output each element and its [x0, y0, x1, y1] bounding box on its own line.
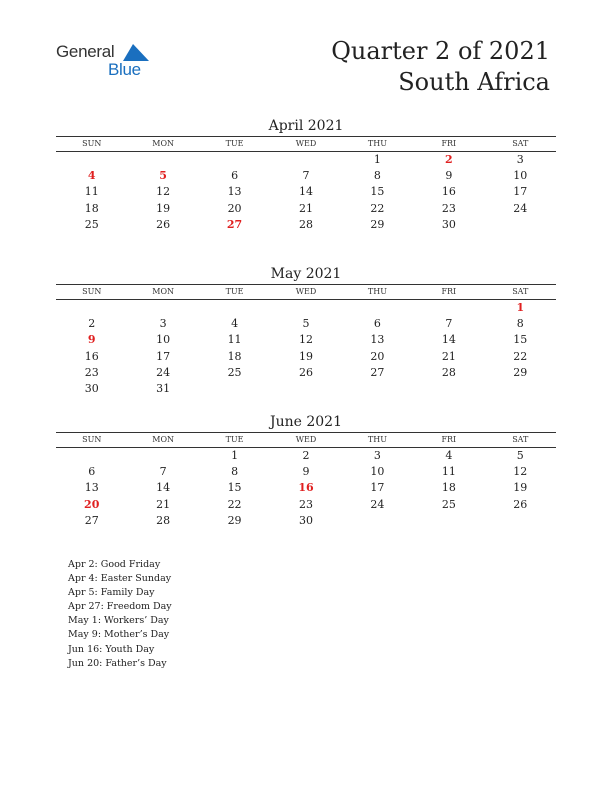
day-cell: 10 — [513, 169, 528, 183]
holiday-entry: Jun 20: Father’s Day — [68, 657, 167, 669]
empty-day-cell — [270, 152, 341, 168]
day-cell: 29 — [227, 513, 242, 527]
day-cell: 23 — [298, 497, 313, 511]
empty-day-cell — [413, 381, 484, 397]
weekday-header — [56, 136, 556, 152]
day-cell: 13 — [370, 333, 385, 347]
empty-day-cell — [342, 513, 413, 529]
day-cell: 15 — [513, 333, 528, 347]
day-cell: 3 — [373, 449, 381, 462]
day-cell: 3 — [159, 317, 167, 331]
day-cell: 10 — [156, 333, 171, 347]
day-grid — [56, 300, 556, 397]
day-cell: 21 — [298, 201, 313, 215]
weekday-label: THU — [367, 287, 387, 296]
holiday-entry: Apr 4: Easter Sunday — [68, 573, 172, 585]
day-cell: 19 — [156, 201, 171, 215]
country-title: South Africa — [398, 68, 550, 96]
holiday-entry: Apr 5: Family Day — [68, 587, 155, 599]
day-cell: 23 — [441, 201, 456, 215]
day-cell: 8 — [373, 169, 381, 183]
month-title: May 2021 — [270, 266, 342, 282]
day-cell: 31 — [156, 381, 171, 395]
weekday-label: TUE — [225, 139, 244, 148]
day-cell: 6 — [231, 169, 239, 183]
weekday-label: MON — [152, 287, 174, 296]
day-cell: 26 — [298, 365, 313, 379]
day-cell: 27 — [84, 513, 99, 527]
holiday-day-cell: 20 — [84, 497, 100, 511]
holiday-day-cell: 2 — [445, 153, 453, 166]
month-title: April 2021 — [268, 118, 344, 134]
holiday-day-cell: 1 — [516, 301, 525, 314]
holiday-entry: May 1: Workers’ Day — [68, 615, 169, 627]
day-cell: 14 — [441, 333, 456, 347]
empty-day-cell — [270, 381, 341, 397]
day-cell: 21 — [156, 497, 171, 511]
holiday-day-cell: 9 — [87, 333, 96, 347]
day-cell: 11 — [227, 333, 242, 347]
empty-day-cell — [270, 300, 341, 316]
weekday-label: WED — [295, 139, 317, 148]
day-cell: 7 — [445, 317, 453, 331]
day-cell: 22 — [370, 201, 385, 215]
weekday-label: SAT — [512, 435, 529, 444]
month-calendar-april — [56, 116, 556, 233]
day-cell: 28 — [156, 513, 171, 527]
day-cell: 12 — [156, 185, 171, 199]
day-grid — [56, 152, 556, 233]
day-cell: 6 — [373, 317, 381, 331]
day-cell: 20 — [370, 349, 385, 363]
weekday-label: FRI — [441, 435, 457, 444]
generalblue-logo — [56, 42, 156, 82]
day-cell: 17 — [156, 349, 171, 363]
empty-day-cell — [413, 513, 484, 529]
empty-day-cell — [199, 152, 270, 168]
day-cell: 12 — [513, 465, 528, 479]
weekday-label: SUN — [82, 435, 102, 444]
weekday-label: THU — [367, 435, 387, 444]
empty-day-cell — [56, 300, 127, 316]
weekday-label: WED — [295, 287, 317, 296]
weekday-header — [56, 432, 556, 448]
holiday-entry: Apr 27: Freedom Day — [68, 601, 172, 613]
month-title: June 2021 — [269, 414, 342, 430]
day-cell: 11 — [84, 185, 99, 199]
empty-day-cell — [342, 300, 413, 316]
day-cell: 4 — [445, 449, 453, 462]
weekday-label: MON — [152, 435, 174, 444]
day-cell: 18 — [84, 201, 99, 215]
day-cell: 13 — [84, 481, 99, 495]
day-cell: 21 — [441, 349, 456, 363]
day-cell: 28 — [298, 217, 313, 231]
holiday-day-cell: 27 — [226, 217, 243, 231]
day-cell: 9 — [302, 465, 310, 479]
weekday-label: FRI — [441, 287, 457, 296]
empty-day-cell — [199, 381, 270, 397]
day-cell: 24 — [513, 201, 528, 215]
day-cell: 7 — [159, 465, 167, 479]
day-cell: 9 — [445, 169, 453, 183]
day-cell: 30 — [84, 381, 99, 395]
day-cell: 14 — [298, 185, 313, 199]
day-cell: 10 — [370, 465, 385, 479]
day-cell: 3 — [516, 153, 524, 166]
day-cell: 19 — [298, 349, 313, 363]
page-title — [331, 36, 550, 98]
day-cell: 17 — [370, 481, 385, 495]
weekday-label: SUN — [82, 139, 102, 148]
day-cell: 4 — [231, 317, 239, 331]
weekday-header — [56, 284, 556, 300]
day-grid — [56, 448, 556, 529]
day-cell: 25 — [227, 365, 242, 379]
logo-word-blue: Blue — [108, 60, 141, 79]
empty-day-cell — [199, 300, 270, 316]
weekday-label: TUE — [225, 287, 244, 296]
day-cell: 22 — [513, 349, 528, 363]
day-cell: 2 — [88, 317, 96, 331]
holiday-day-cell: 4 — [87, 169, 96, 183]
day-cell: 16 — [441, 185, 456, 199]
day-cell: 25 — [441, 497, 456, 511]
day-cell: 5 — [302, 317, 310, 331]
weekday-label: SAT — [512, 287, 529, 296]
weekday-label: MON — [152, 139, 174, 148]
holiday-day-cell: 16 — [298, 481, 314, 495]
day-cell: 1 — [231, 449, 239, 462]
day-cell: 24 — [156, 365, 171, 379]
day-cell: 15 — [370, 185, 385, 199]
day-cell: 11 — [441, 465, 456, 479]
empty-day-cell — [127, 300, 198, 316]
empty-day-cell — [127, 448, 198, 464]
empty-day-cell — [485, 217, 556, 233]
day-cell: 28 — [441, 365, 456, 379]
empty-day-cell — [485, 513, 556, 529]
day-cell: 27 — [370, 365, 385, 379]
day-cell: 19 — [513, 481, 528, 495]
empty-day-cell — [413, 300, 484, 316]
quarter-title: Quarter 2 of 2021 — [331, 37, 550, 65]
day-cell: 8 — [516, 317, 524, 331]
weekday-label: SUN — [82, 287, 102, 296]
weekday-label: TUE — [225, 435, 244, 444]
day-cell: 26 — [513, 497, 528, 511]
day-cell: 29 — [370, 217, 385, 231]
month-calendar-may — [56, 264, 556, 397]
day-cell: 13 — [227, 185, 242, 199]
day-cell: 5 — [516, 449, 524, 462]
empty-day-cell — [127, 152, 198, 168]
holiday-list — [68, 558, 172, 671]
day-cell: 25 — [84, 217, 99, 231]
month-calendar-june — [56, 412, 556, 529]
day-cell: 29 — [513, 365, 528, 379]
day-cell: 12 — [298, 333, 313, 347]
day-cell: 30 — [298, 513, 313, 527]
weekday-label: SAT — [512, 139, 529, 148]
day-cell: 18 — [227, 349, 242, 363]
day-cell: 24 — [370, 497, 385, 511]
day-cell: 16 — [84, 349, 99, 363]
day-cell: 2 — [302, 449, 310, 462]
day-cell: 15 — [227, 481, 242, 495]
day-cell: 23 — [84, 365, 99, 379]
holiday-entry: Jun 16: Youth Day — [68, 643, 155, 655]
day-cell: 30 — [441, 217, 456, 231]
weekday-label: WED — [295, 435, 317, 444]
holiday-entry: Apr 2: Good Friday — [68, 559, 161, 570]
empty-day-cell — [342, 381, 413, 397]
day-cell: 6 — [88, 465, 96, 479]
day-cell: 26 — [156, 217, 171, 231]
day-cell: 20 — [227, 201, 242, 215]
empty-day-cell — [485, 381, 556, 397]
day-cell: 8 — [231, 465, 239, 479]
holiday-day-cell: 5 — [159, 169, 167, 183]
holiday-entry: May 9: Mother’s Day — [68, 629, 170, 641]
day-cell: 1 — [373, 153, 381, 166]
day-cell: 22 — [227, 497, 242, 511]
weekday-label: FRI — [441, 139, 457, 148]
empty-day-cell — [56, 448, 127, 464]
day-cell: 17 — [513, 185, 528, 199]
day-cell: 7 — [302, 169, 310, 183]
day-cell: 14 — [156, 481, 171, 495]
empty-day-cell — [56, 152, 127, 168]
logo-word-general: General — [56, 42, 115, 61]
day-cell: 18 — [441, 481, 456, 495]
weekday-label: THU — [367, 139, 387, 148]
